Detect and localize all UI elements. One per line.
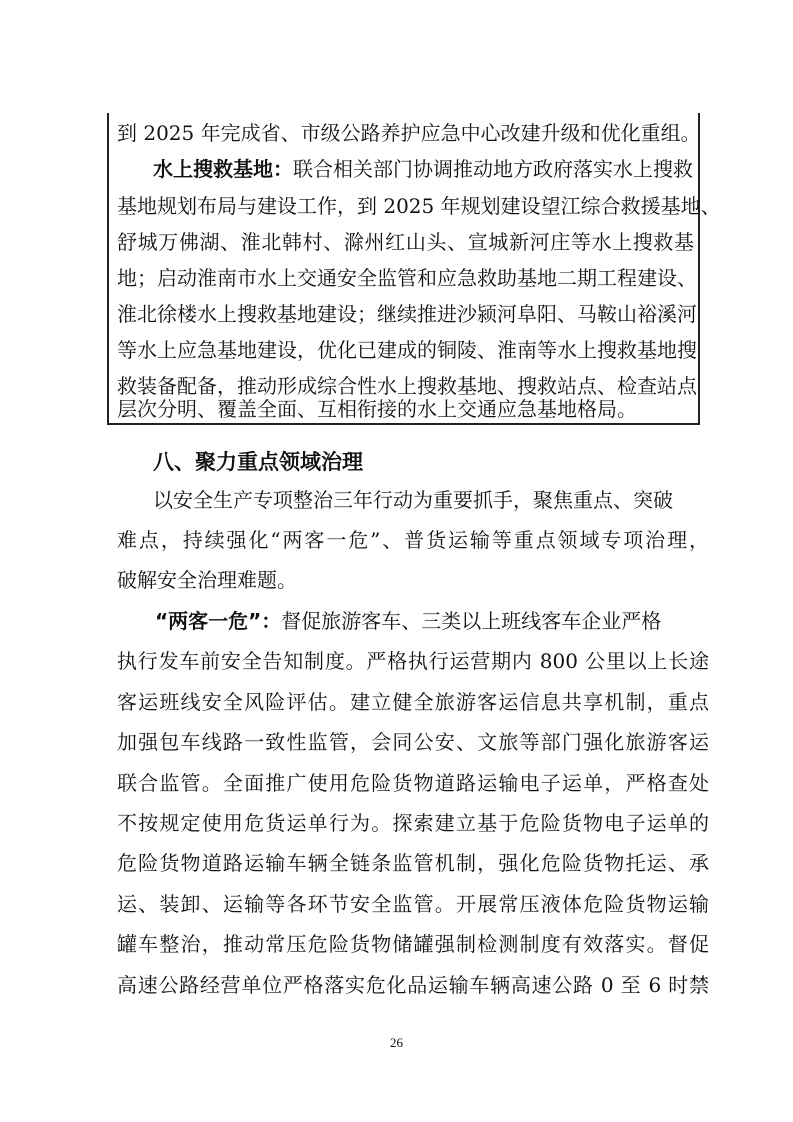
box-line-5: 地；启动淮南市水上交通安全监管和应急救助基地二期工程建设、 (117, 266, 697, 290)
item-line-7: 危险货物道路运输车辆全链条监管机制，强化危险货物托运、承 (117, 851, 709, 875)
box-line-6-wrap (117, 298, 697, 330)
box-line-3-wrap (117, 190, 721, 222)
item-line-3: 客运班线安全风险评估。建立健全旅游客运信息共享机制，重点 (117, 690, 709, 714)
rescue-base-label: 水上搜救基地： (153, 157, 293, 181)
item-line-2-wrap (117, 645, 709, 677)
page-number: 26 (390, 1035, 403, 1050)
item-line-9-wrap (117, 928, 709, 960)
box-line-4-wrap (117, 226, 694, 258)
item-line-7-wrap (117, 847, 709, 879)
intro-line-1: 以安全生产专项整治三年行动为重要抓手，聚焦重点、突破 (153, 488, 673, 512)
item-label: “两客一危”： (155, 609, 282, 633)
box-line-1: 到 2025 年完成省、市级公路养护应急中心改建升级和优化重组。 (117, 121, 701, 145)
item-line-10-wrap (117, 969, 709, 1001)
box-line-2 (153, 153, 694, 185)
item-line-1 (155, 605, 661, 637)
rescue-base-text: 联合相关部门协调推动地方政府落实水上搜救 (293, 157, 693, 181)
section-heading: 八、聚力重点领域治理 (153, 450, 363, 474)
item-line-4: 加强包车线路一致性监管，会同公安、文旅等部门强化旅游客运 (117, 730, 709, 754)
item-line-9: 罐车整治，推动常压危险货物储罐强制检测制度有效落实。督促 (117, 932, 709, 956)
intro-line-2-wrap (117, 524, 709, 556)
item-line-5: 联合监管。全面推广使用危险货物道路运输电子运单，严格查处 (117, 771, 709, 795)
box-line-5-wrap (117, 262, 697, 294)
item-line-8: 运、装卸、运输等各环节安全监管。开展常压液体危险货物运输 (117, 892, 709, 916)
item-line-6-wrap (117, 807, 709, 839)
item-line-5-wrap (117, 767, 709, 799)
box-line-7: 等水上应急基地建设，优化已建成的铜陵、淮南等水上搜救基地搜 (117, 338, 697, 362)
box-line-9: 层次分明、覆盖全面、互相衔接的水上交通应急基地格局。 (117, 397, 637, 421)
item-line-8-wrap (117, 888, 709, 920)
intro-line-3: 破解安全治理难题。 (117, 568, 297, 592)
intro-line-2: 难点，持续强化“两客一危”、普货运输等重点领域专项治理， (117, 528, 709, 552)
item-line-3-wrap (117, 686, 709, 718)
item-line-10: 高速公路经营单位严格落实危化品运输车辆高速公路 0 至 6 时禁 (117, 973, 709, 997)
item-line-2: 执行发车前安全告知制度。严格执行运营期内 800 公里以上长途 (117, 649, 709, 673)
box-line-6: 淮北徐楼水上搜救基地建设；继续推进沙颍河阜阳、马鞍山裕溪河 (117, 302, 697, 326)
item-line-6: 不按规定使用危货运单行为。探索建立基于危险货物电子运单的 (117, 811, 709, 835)
item-line-4-wrap (117, 726, 709, 758)
box-line-8: 救装备配备，推动形成综合性水上搜救基地、搜救站点、检查站点 (117, 374, 697, 398)
item-first-text: 督促旅游客车、三类以上班线客车企业严格 (281, 609, 662, 633)
box-line-7-wrap (117, 334, 697, 366)
box-line-4: 舒城万佛湖、淮北韩村、滁州红山头、宣城新河庄等水上搜救基 (117, 230, 694, 254)
box-line-3: 基地规划布局与建设工作，到 2025 年规划建设望江综合救援基地、 (117, 194, 721, 218)
